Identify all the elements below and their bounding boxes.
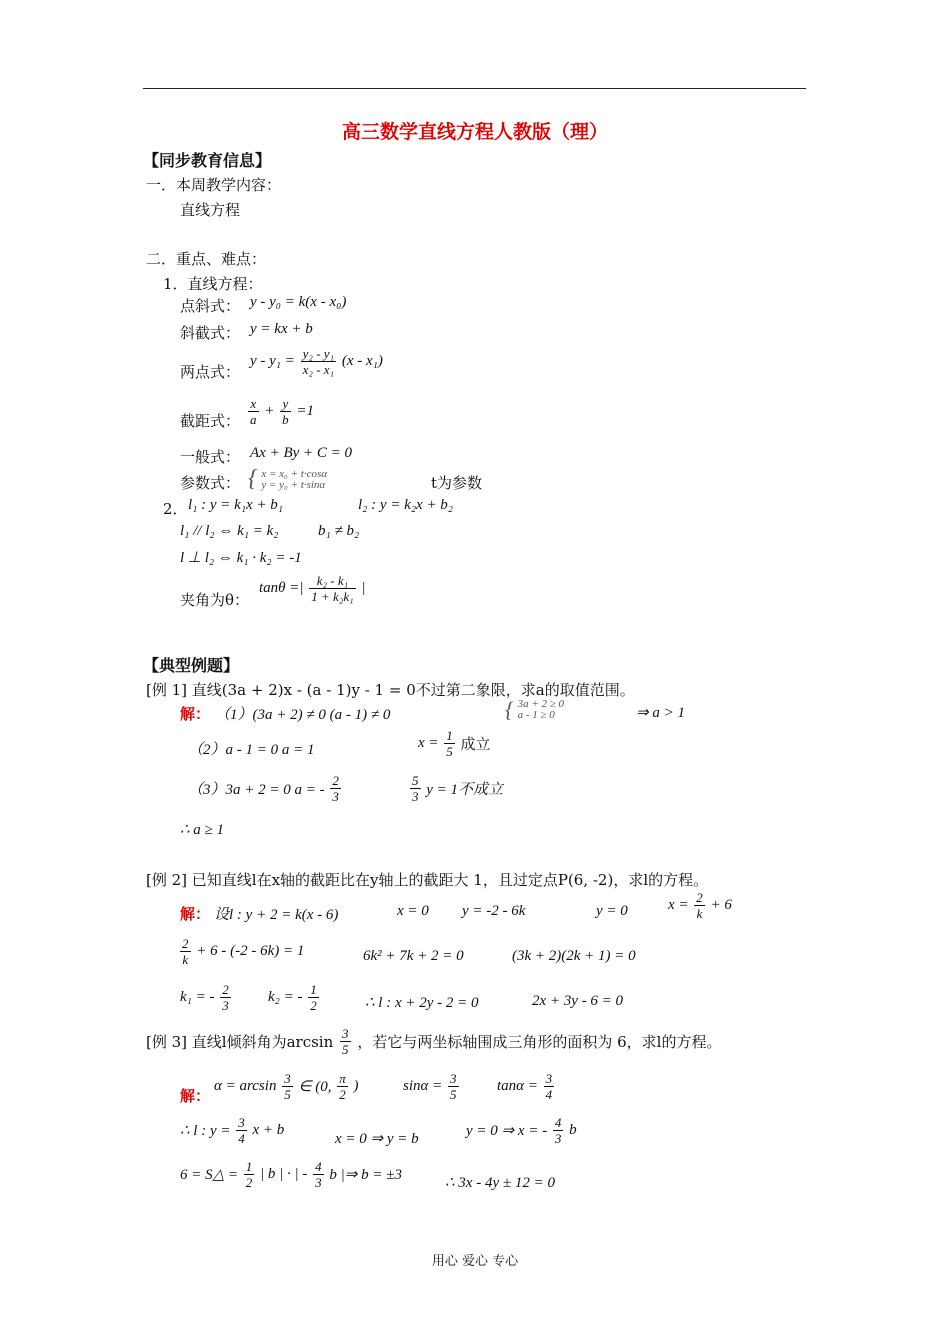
example3-interval-open: ∈ (0, [298, 1079, 332, 1095]
frac-num: 4 [554, 1115, 562, 1130]
general-label: 一般式： [180, 448, 241, 466]
example3-area-mid: | b | · | - [260, 1166, 308, 1182]
example2-equation [178, 936, 304, 967]
example1-case1: （1）(3a + 2) ≠ 0 (a - 1) ≠ 0 [215, 707, 391, 723]
frac-den: 2 [339, 1087, 346, 1102]
example1-case3-a: （3）3a + 2 = 0 a = - [188, 782, 325, 798]
s1-content: 直线方程 [180, 201, 241, 219]
example3-line-frac [236, 1115, 247, 1146]
param-line1: x = x₀ + t·cosα [261, 467, 328, 480]
intercept-frac-b [280, 396, 291, 427]
example1-system-lines [518, 699, 564, 721]
example3-xint-label: y = 0 ⇒ x = - [466, 1123, 548, 1139]
slopeintercept-formula: y = kx + b [250, 321, 313, 337]
frac-num: 3 [284, 1071, 291, 1086]
example1-case3 [188, 773, 343, 804]
example2-xeq: x = [668, 897, 689, 913]
example3-interval-close: ) [353, 1078, 359, 1094]
page-title: 高三数学直线方程人教版（理） [341, 121, 608, 143]
header-rule [143, 88, 806, 89]
frac-num: 1 [245, 1159, 253, 1174]
frac-num: 4 [315, 1159, 322, 1174]
perpendicular-condition: l ⊥ l₂ ⇔ k₁ · k₂ = -1 [180, 550, 302, 566]
point1-label: 1．直线方程： [163, 275, 263, 293]
frac-num: 3 [545, 1071, 553, 1086]
example2-k1 [180, 982, 233, 1013]
intercept-frac-a [248, 396, 259, 427]
frac-den: 5 [342, 1042, 349, 1057]
example2-frac [694, 890, 705, 921]
s2-label: 二．重点、难点： [146, 250, 267, 268]
frac-num: 3 [342, 1026, 349, 1041]
section-examples-heading: 【典型例题】 [143, 656, 240, 675]
param-system [248, 466, 327, 493]
intercept-b-num: y [280, 396, 291, 412]
example1-case2-conclusion: 成立 [460, 735, 491, 753]
example3-alpha-label: α = arcsin [214, 1078, 277, 1094]
example2-k2 [268, 982, 321, 1013]
angle-formula [259, 573, 366, 604]
example2-xintercept [668, 890, 732, 921]
param-note: t为参数 [431, 474, 483, 492]
frac-den: 3 [412, 789, 419, 804]
angle-fraction [309, 573, 355, 604]
pointslope-formula: y - y₀ = k(x - x₀) [250, 294, 347, 310]
example3-alpha [214, 1071, 359, 1102]
frac-den: 3 [222, 998, 229, 1013]
twopoint-fraction [301, 346, 336, 377]
angle-left: tanθ =| [259, 580, 304, 596]
example3-solution-label: 解： [180, 1087, 211, 1105]
intercept-label: 截距式： [180, 412, 241, 430]
frac-den: 3 [554, 1131, 562, 1146]
example1-sys1: 3a + 2 ≥ 0 [517, 698, 565, 710]
example3-line [180, 1115, 284, 1146]
frac-den: 5 [284, 1087, 291, 1102]
example2-eq-rest: + 6 - (-2 - 6k) = 1 [196, 943, 305, 959]
brace-icon: { [505, 697, 514, 722]
example3-xint-frac [553, 1115, 564, 1146]
angle-den: 1 + k₂k₁ [311, 589, 354, 604]
angle-right: | [361, 580, 366, 596]
frac-den: 2 [245, 1175, 253, 1190]
example2-k2-label: k₂ = - [268, 989, 303, 1005]
point2-label: 2． [163, 500, 188, 518]
twopoint-left: y - y₁ = [250, 353, 295, 369]
page-footer: 用心 爱心 专心 [431, 1254, 519, 1269]
twopoint-right: (x - x₁) [341, 353, 383, 369]
frac-num: 1 [446, 728, 453, 743]
example2-answer1: ∴ l : x + 2y - 2 = 0 [365, 995, 479, 1011]
frac-den: 4 [545, 1087, 553, 1102]
example1-case2-xeq: x = [418, 735, 439, 751]
frac-num: π [339, 1071, 346, 1086]
frac-num: 5 [412, 773, 419, 788]
twopoint-den: x₂ - x₁ [302, 362, 335, 377]
example2-yintercept: y = -2 - 6k [462, 903, 526, 919]
angle-label: 夹角为θ： [180, 591, 250, 609]
example2-x0: x = 0 [397, 903, 429, 919]
frac-den: 2 [310, 998, 317, 1013]
example2-setup: 设l : y + 2 = k(x - 6) [214, 907, 339, 923]
line-l1: l₁ : y = k₁x + b₁ [188, 497, 284, 513]
example1-case3-conclusion: y = 1不成立 [426, 782, 504, 798]
example2-y0: y = 0 [596, 903, 628, 919]
general-formula: Ax + By + C = 0 [250, 445, 353, 461]
example3-sin-label: sinα = [403, 1078, 443, 1094]
example3-tan-label: tanα = [497, 1078, 538, 1094]
frac-den: 5 [446, 744, 453, 759]
frac-den: 3 [315, 1175, 322, 1190]
brace-icon: { [248, 466, 258, 492]
param-lines [261, 469, 327, 491]
example3-tan-frac [544, 1071, 555, 1102]
frac-num: 1 [310, 982, 317, 997]
parallel-condition: l₁ // l₂ ⇔ k₁ = k₂ [180, 523, 279, 539]
example3-xint-b: b [569, 1122, 577, 1138]
frac-den: 3 [332, 789, 339, 804]
param-line2: y = y₀ + t·sinα [261, 478, 326, 491]
slopeintercept-label: 斜截式： [180, 324, 241, 342]
example3-sin [403, 1071, 461, 1102]
example1-case3-frac [330, 773, 341, 804]
example2-answer2: 2x + 3y - 6 = 0 [532, 993, 624, 1009]
example3-question-frac [340, 1026, 351, 1057]
example3-area [180, 1159, 402, 1190]
example3-area-result: b |⇒ b = ±3 [329, 1167, 402, 1183]
intercept-a-den: a [250, 412, 257, 427]
example3-area-label: 6 = S△ = [180, 1167, 239, 1183]
frac-num: 3 [450, 1071, 457, 1086]
line-l2: l₂ : y = k₂x + b₂ [358, 497, 454, 513]
frac-den: 4 [238, 1131, 245, 1146]
frac-den: k [696, 906, 703, 921]
example3-question-b: ，若它与两坐标轴围成三角形的面积为 6，求l的方程。 [357, 1033, 722, 1051]
example1-sys2: a - 1 ≥ 0 [517, 709, 555, 721]
intercept-b-den: b [282, 412, 289, 427]
example3-xintercept [466, 1115, 577, 1146]
intercept-right: =1 [296, 403, 314, 419]
frac-den: 5 [450, 1087, 457, 1102]
example3-sin-frac [448, 1071, 459, 1102]
example3-area-frac2 [313, 1159, 324, 1190]
frac-num: 3 [238, 1115, 245, 1130]
example1-case3-frac2 [410, 773, 421, 804]
example2-solution-label: 解： [180, 905, 211, 923]
example3-area-frac [244, 1159, 255, 1190]
example3-pi-frac [337, 1071, 348, 1102]
intercept-formula: $\frac{x}{a}$ + $\frac{y}{b}$ =1 [250, 396, 314, 427]
s1-label: 一．本周教学内容： [146, 176, 282, 194]
frac-num: 2 [696, 890, 703, 905]
example2-plus6: + 6 [710, 897, 732, 913]
twopoint-formula [250, 346, 383, 377]
example1-case3-y [408, 773, 503, 804]
example3-tan [497, 1071, 556, 1102]
example3-line-label: ∴ l : y = [180, 1123, 231, 1139]
example3-answer: ∴ 3x - 4y ± 12 = 0 [445, 1175, 555, 1191]
twopoint-label: 两点式： [180, 363, 241, 381]
frac-den: k [182, 952, 189, 967]
example1-case1-result: ⇒ a > 1 [636, 705, 685, 721]
example3-alpha-frac [282, 1071, 293, 1102]
example2-k1-label: k₁ = - [180, 989, 215, 1005]
example1-system [505, 697, 564, 723]
angle-num: k₂ - k₁ [309, 573, 355, 589]
pointslope-label: 点斜式： [180, 297, 241, 315]
example1-case2-frac [444, 728, 455, 759]
example3-yintercept: x = 0 ⇒ y = b [335, 1131, 419, 1147]
example2-k1-frac [220, 982, 231, 1013]
example1-case2: （2）a - 1 = 0 a = 1 [188, 742, 315, 758]
example1-question: [例 1] 直线(3a + 2)x - (a - 1)y - 1 = 0不过第二象限，求a的取值范围。 [146, 681, 635, 699]
example2-eq-frac [180, 936, 191, 967]
example2-k2-frac [308, 982, 319, 1013]
example1-solution-label: 解： [180, 705, 211, 723]
frac-num: 2 [222, 982, 229, 997]
example2-factored: (3k + 2)(2k + 1) = 0 [512, 948, 636, 964]
frac-num: 2 [332, 773, 339, 788]
example2-quadratic: 6k² + 7k + 2 = 0 [363, 948, 464, 964]
example3-question-a: [例 3] 直线l倾斜角为arcsin [146, 1033, 334, 1051]
example3-question [146, 1026, 721, 1057]
param-label: 参数式： [180, 474, 241, 492]
example1-case2-x [418, 728, 491, 759]
example2-question: [例 2] 已知直线l在x轴的截距比在y轴上的截距大 1，且过定点P(6, -2)，求l的方程。 [146, 871, 709, 889]
example3-line-rest: x + b [252, 1122, 285, 1138]
example1-conclusion: ∴ a ≥ 1 [180, 822, 225, 838]
twopoint-num: y₂ - y₁ [302, 346, 335, 361]
parallel-intercept-condition: b₁ ≠ b₂ [318, 523, 360, 539]
frac-num: 2 [182, 936, 189, 951]
intercept-a-num: x [248, 396, 259, 412]
section-sync-heading: 【同步教育信息】 [143, 151, 272, 170]
